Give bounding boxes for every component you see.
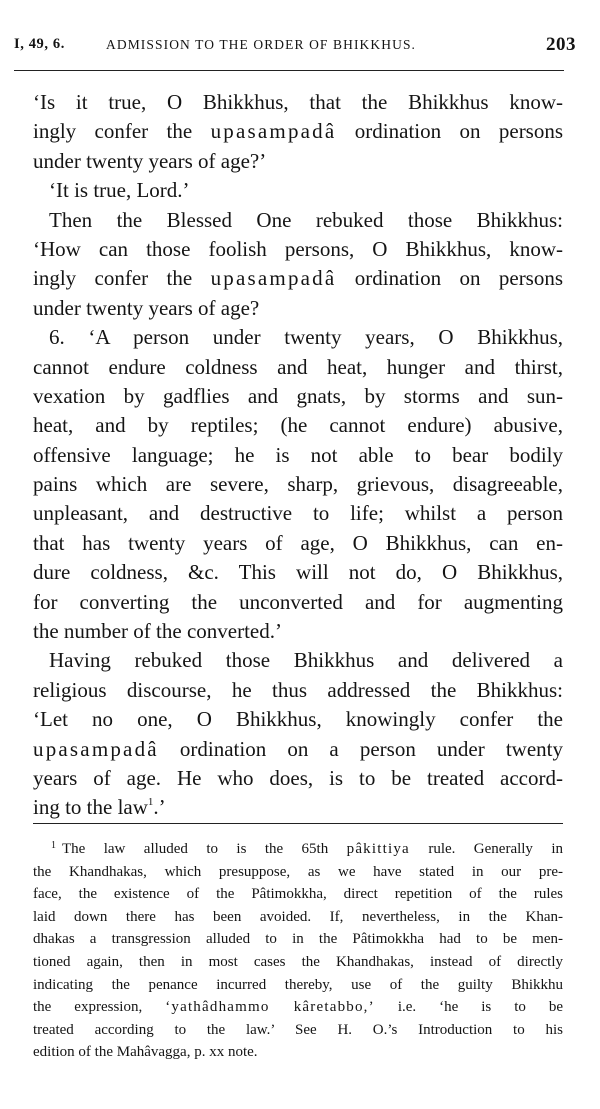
text-line: ‘How can those foolish persons, O Bhikkhus, know- [33,236,563,261]
text-line: 6. ‘A person under twenty years, O Bhikkhus, [49,325,563,350]
text-line: ingly confer the upasampadâ ordination on persons [33,266,564,291]
running-title: ADMISSION TO THE ORDER OF BHIKKHUS. [106,37,417,52]
text-line: ‘Let no one, O Bhikkhus, knowingly confer the [33,707,563,732]
text-line: the number of the converted.’ [33,619,282,644]
text-line: Having rebuked those Bhikkhus and delivered a [49,648,563,673]
text-line: that has twenty years of age, O Bhikkhus, can en- [33,530,563,555]
text-line: upasampadâ ordination on a person under twenty [33,736,564,761]
footnote-line: laid down there has been avoided. If, nevertheless, in the Khan- [33,908,563,925]
pali-term: ‘yathâdhammo kâretabbo,’ [165,999,375,1016]
text-line: ‘Is it true, O Bhikkhus, that the Bhikkhus know- [33,90,563,114]
footnote-line: indicating the penance incurred thereby, use of the guilty Bhikkhu [33,976,563,993]
footnote-line: face, the existence of the Pâtimokkha, direct repetition of the rules [33,886,563,903]
pali-term: upasampadâ [33,736,159,761]
text-line: under twenty years of age? [33,295,260,320]
text-line: ‘It is true, Lord.’ [49,178,190,203]
footnote-rule [33,823,563,824]
footnote-line: edition of the Mahâvagga, p. xx note. [33,1044,258,1061]
text-line: for converting the unconverted and for augmenting [33,589,563,614]
pali-term: pâkittiya [346,841,410,857]
text-line: ing to the law$^1$.’ [33,795,166,820]
text-line: offensive language; he is not able to bear bodily [33,442,563,467]
text-line: religious discourse, he thus addressed the Bhikkhus: [33,677,563,702]
footnote-reference: 1 [147,796,154,809]
text-line: dure coldness, &c. This will not do, O Bhikkhus, [33,560,563,585]
section-reference: I, 49, 6. [14,36,65,52]
pali-term: upasampadâ [210,266,337,291]
text-line: pains which are severe, sharp, grievous, disagreeable, [33,472,563,497]
text-line: cannot endure coldness and heat, hunger and thirst, [33,354,563,379]
footnote-line: the expression, ‘yathâdhammo kâretabbo,’ i.e. ‘he is to be [33,999,564,1016]
text-line: heat, and by reptiles; (he cannot endure) abusive, [33,413,563,438]
main-text [33,88,563,823]
footnote-line: tioned again, then in most cases the Khandhakas, instead of directly [33,953,563,970]
footnote [33,838,563,1064]
text-line: ingly confer the upasampadâ ordination on persons [33,119,564,144]
running-header [14,36,580,62]
text-line: under twenty years of age?’ [33,148,267,173]
pali-term: upasampadâ [210,119,337,144]
footnote-marker: 1 [51,840,56,851]
page-number: 203 [546,34,576,55]
text-line: unpleasant, and destructive to life; whilst a person [33,501,563,526]
footnote-line: treated according to the law.’ See H. O.’s Introduction to his [33,1021,563,1038]
footnote-line: the Khandhakas, which presuppose, as we have stated in our pre- [33,863,563,880]
text-line: Then the Blessed One rebuked those Bhikkhus: [49,207,563,232]
footnote-line: $^1$ The law alluded to is the 65th pâkittiya rule. Generally in [51,840,564,857]
header-rule [14,70,564,71]
footnote-line: dhakas a transgression alluded to in the Pâtimokkha had to be men- [33,931,563,948]
text-line: vexation by gadflies and gnats, by storms and sun- [33,383,563,408]
text-line: years of age. He who does, is to be treated accord- [33,765,563,790]
